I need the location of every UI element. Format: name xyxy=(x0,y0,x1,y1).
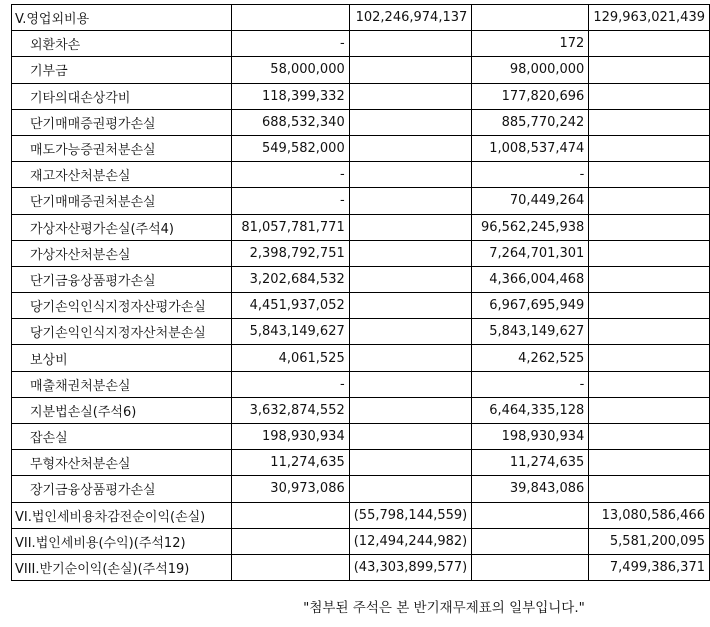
row-label: 당기손익인식지정자산평가손실 xyxy=(12,293,232,319)
prior-detail-amount xyxy=(472,5,589,31)
current-total-amount: (55,798,144,559) xyxy=(349,502,472,528)
prior-total-amount xyxy=(589,31,710,57)
current-detail-amount: - xyxy=(231,162,349,188)
row-label: 보상비 xyxy=(12,345,232,371)
row-label: 재고자산처분손실 xyxy=(12,162,232,188)
prior-detail-amount xyxy=(472,502,589,528)
row-label: 당기손익인식지정자산처분손실 xyxy=(12,319,232,345)
prior-detail-amount: 885,770,242 xyxy=(472,109,589,135)
footnote: "첨부된 주석은 본 반기재무제표의 일부입니다." xyxy=(303,600,585,616)
row-label: 외환차손 xyxy=(12,31,232,57)
table-row xyxy=(12,502,710,528)
current-detail-amount xyxy=(231,5,349,31)
row-label: 단기매매증권평가손실 xyxy=(12,109,232,135)
row-label: 무형자산처분손실 xyxy=(12,450,232,476)
prior-detail-amount xyxy=(472,554,589,580)
table-row xyxy=(12,345,710,371)
current-total-amount xyxy=(349,319,472,345)
table-row xyxy=(12,188,710,214)
row-label: 기타의대손상각비 xyxy=(12,83,232,109)
prior-total-amount xyxy=(589,450,710,476)
prior-total-amount xyxy=(589,266,710,292)
row-label: 단기금융상품평가손실 xyxy=(12,266,232,292)
prior-total-amount xyxy=(589,240,710,266)
table-row xyxy=(12,240,710,266)
table-row xyxy=(12,266,710,292)
current-total-amount: (43,303,899,577) xyxy=(349,554,472,580)
current-detail-amount: - xyxy=(231,31,349,57)
current-detail-amount: 3,632,874,552 xyxy=(231,397,349,423)
current-detail-amount: 4,061,525 xyxy=(231,345,349,371)
prior-detail-amount xyxy=(472,528,589,554)
prior-total-amount xyxy=(589,162,710,188)
current-total-amount xyxy=(349,188,472,214)
row-label: VII.법인세비용(수익)(주석12) xyxy=(12,528,232,554)
row-label: 잡손실 xyxy=(12,424,232,450)
current-total-amount xyxy=(349,424,472,450)
current-detail-amount: 81,057,781,771 xyxy=(231,214,349,240)
prior-detail-amount: 4,262,525 xyxy=(472,345,589,371)
row-label: VIII.반기순이익(손실)(주석19) xyxy=(12,554,232,580)
table-row xyxy=(12,528,710,554)
prior-total-amount xyxy=(589,135,710,161)
row-label: 매출채권처분손실 xyxy=(12,371,232,397)
current-total-amount xyxy=(349,476,472,502)
prior-total-amount xyxy=(589,371,710,397)
current-total-amount xyxy=(349,162,472,188)
row-label: 지분법손실(주석6) xyxy=(12,397,232,423)
table-row xyxy=(12,371,710,397)
current-detail-amount: 11,274,635 xyxy=(231,450,349,476)
table-row xyxy=(12,214,710,240)
prior-detail-amount: 4,366,004,468 xyxy=(472,266,589,292)
current-detail-amount: 198,930,934 xyxy=(231,424,349,450)
current-detail-amount xyxy=(231,554,349,580)
table-row xyxy=(12,476,710,502)
row-label: V.영업외비용 xyxy=(12,5,232,31)
row-label: 가상자산평가손실(주석4) xyxy=(12,214,232,240)
current-total-amount xyxy=(349,266,472,292)
table-row xyxy=(12,554,710,580)
row-label: 기부금 xyxy=(12,57,232,83)
current-detail-amount xyxy=(231,502,349,528)
current-total-amount: (12,494,244,982) xyxy=(349,528,472,554)
current-total-amount xyxy=(349,57,472,83)
prior-detail-amount: 11,274,635 xyxy=(472,450,589,476)
table-row xyxy=(12,109,710,135)
prior-detail-amount: 1,008,537,474 xyxy=(472,135,589,161)
table-row xyxy=(12,5,710,31)
prior-detail-amount: 198,930,934 xyxy=(472,424,589,450)
prior-detail-amount: 7,264,701,301 xyxy=(472,240,589,266)
prior-total-amount: 7,499,386,371 xyxy=(589,554,710,580)
current-total-amount: 102,246,974,137 xyxy=(349,5,472,31)
table-row xyxy=(12,293,710,319)
table-row xyxy=(12,31,710,57)
current-detail-amount xyxy=(231,528,349,554)
prior-detail-amount: - xyxy=(472,162,589,188)
current-detail-amount: 2,398,792,751 xyxy=(231,240,349,266)
current-total-amount xyxy=(349,450,472,476)
current-detail-amount: 5,843,149,627 xyxy=(231,319,349,345)
prior-total-amount xyxy=(589,345,710,371)
current-detail-amount: 118,399,332 xyxy=(231,83,349,109)
prior-detail-amount: 70,449,264 xyxy=(472,188,589,214)
table-row xyxy=(12,135,710,161)
table-row xyxy=(12,319,710,345)
current-total-amount xyxy=(349,397,472,423)
current-total-amount xyxy=(349,83,472,109)
prior-total-amount: 129,963,021,439 xyxy=(589,5,710,31)
table-row xyxy=(12,57,710,83)
current-detail-amount: 3,202,684,532 xyxy=(231,266,349,292)
prior-total-amount: 13,080,586,466 xyxy=(589,502,710,528)
financial-statement-table xyxy=(11,4,710,581)
prior-total-amount xyxy=(589,214,710,240)
statement-body xyxy=(12,5,710,581)
table-row xyxy=(12,450,710,476)
current-detail-amount: 4,451,937,052 xyxy=(231,293,349,319)
current-detail-amount: - xyxy=(231,371,349,397)
table-row xyxy=(12,162,710,188)
current-total-amount xyxy=(349,345,472,371)
row-label: 장기금융상품평가손실 xyxy=(12,476,232,502)
prior-total-amount xyxy=(589,109,710,135)
prior-detail-amount: 5,843,149,627 xyxy=(472,319,589,345)
prior-total-amount xyxy=(589,57,710,83)
prior-total-amount xyxy=(589,188,710,214)
prior-detail-amount: 6,464,335,128 xyxy=(472,397,589,423)
current-total-amount xyxy=(349,371,472,397)
prior-detail-amount: 39,843,086 xyxy=(472,476,589,502)
current-total-amount xyxy=(349,240,472,266)
current-total-amount xyxy=(349,31,472,57)
prior-total-amount xyxy=(589,293,710,319)
current-total-amount xyxy=(349,293,472,319)
row-label: 매도가능증권처분손실 xyxy=(12,135,232,161)
prior-total-amount xyxy=(589,319,710,345)
row-label: 가상자산처분손실 xyxy=(12,240,232,266)
current-detail-amount: - xyxy=(231,188,349,214)
prior-detail-amount: - xyxy=(472,371,589,397)
prior-detail-amount: 98,000,000 xyxy=(472,57,589,83)
prior-total-amount xyxy=(589,476,710,502)
current-total-amount xyxy=(349,214,472,240)
table-row xyxy=(12,397,710,423)
prior-detail-amount: 96,562,245,938 xyxy=(472,214,589,240)
prior-detail-amount: 6,967,695,949 xyxy=(472,293,589,319)
prior-total-amount xyxy=(589,424,710,450)
prior-total-amount xyxy=(589,397,710,423)
row-label: 단기매매증권처분손실 xyxy=(12,188,232,214)
current-detail-amount: 688,532,340 xyxy=(231,109,349,135)
current-detail-amount: 549,582,000 xyxy=(231,135,349,161)
prior-total-amount: 5,581,200,095 xyxy=(589,528,710,554)
current-detail-amount: 30,973,086 xyxy=(231,476,349,502)
prior-detail-amount: 177,820,696 xyxy=(472,83,589,109)
current-detail-amount: 58,000,000 xyxy=(231,57,349,83)
row-label: VI.법인세비용차감전순이익(손실) xyxy=(12,502,232,528)
table-row xyxy=(12,83,710,109)
prior-total-amount xyxy=(589,83,710,109)
table-row xyxy=(12,424,710,450)
current-total-amount xyxy=(349,109,472,135)
prior-detail-amount: 172 xyxy=(472,31,589,57)
current-total-amount xyxy=(349,135,472,161)
